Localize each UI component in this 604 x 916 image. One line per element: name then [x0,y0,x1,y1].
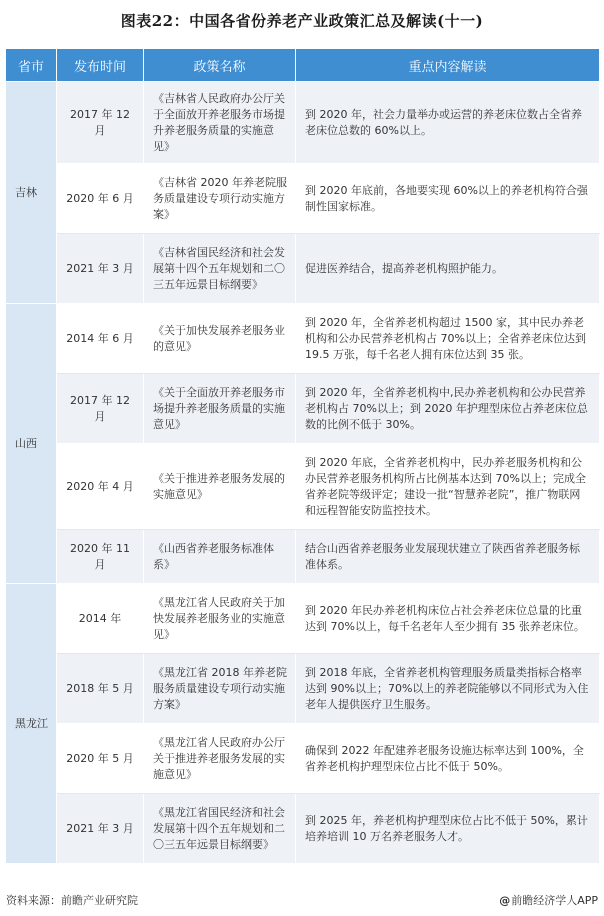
table-row [6,82,600,164]
date-cell: 2020 年 11 月 [57,530,144,584]
at-sign-icon: @ [499,894,511,907]
content-cell: 促进医养结合，提高养老机构照护能力。 [296,234,600,304]
policy-name-cell: 《吉林省 2020 年养老院服务质量建设专项行动实施方案》 [144,164,296,234]
policy-name-cell: 《黑龙江省国民经济和社会发展第十四个五年规划和二〇三五年远景目标纲要》 [144,794,296,864]
policy-table-container [5,48,599,864]
source-note: 资料来源：前瞻产业研究院 [6,894,138,907]
policy-name-cell: 《吉林省人民政府办公厅关于全面放开养老服务市场提升养老服务质量的实施意见》 [144,82,296,164]
page-title: 图表22：中国各省份养老产业政策汇总及解读(十一) [120,12,484,30]
content-cell: 结合山西省养老服务业发展现状建立了陕西省养老服务标准体系。 [296,530,600,584]
content-cell: 到 2020 年民办养老机构床位占社会养老床位总量的比重达到 70%以上，每千名老年人至少拥有 35 张养老床位。 [296,584,600,654]
header-key-content: 重点内容解读 [296,49,600,82]
date-cell: 2020 年 6 月 [57,164,144,234]
date-cell: 2014 年 [57,584,144,654]
content-cell: 确保到 2022 年配建养老服务设施达标率达到 100%，全省养老机构护理型床位占比不低于 50%。 [296,724,600,794]
date-cell: 2017 年 12 月 [57,374,144,444]
policy-table [5,48,600,864]
content-cell: 到 2020 年，社会力量举办或运营的养老床位数占全省养老床位总数的 60%以上。 [296,82,600,164]
table-row [6,654,600,724]
date-cell: 2020 年 4 月 [57,444,144,530]
content-cell: 到 2018 年底，全省养老机构管理服务质量类指标合格率达到 90%以上；70%以上的养老院能够以不同形式为入住老年人提供医疗卫生服务。 [296,654,600,724]
header-date: 发布时间 [57,49,144,82]
brand-credit [499,892,598,908]
content-cell: 到 2020 年底前，各地要实现 60%以上的养老机构符合强制性国家标准。 [296,164,600,234]
brand-label: 前瞻经济学人APP [511,894,598,907]
table-row [6,374,600,444]
content-cell: 到 2020 年，全省养老机构中,民办养老机构和公办民营养老机构占 70%以上；到 2020 年护理型床位占养老床位总数的比例不低于 30%。 [296,374,600,444]
policy-name-cell: 《关于加快发展养老服务业的意见》 [144,304,296,374]
table-row [6,530,600,584]
policy-name-cell: 《山西省养老服务标准体系》 [144,530,296,584]
policy-name-cell: 《黑龙江省人民政府办公厅关于推进养老服务发展的实施意见》 [144,724,296,794]
province-cell: 黑龙江 [6,584,57,864]
table-row [6,794,600,864]
date-cell: 2020 年 5 月 [57,724,144,794]
header-policy-name: 政策名称 [144,49,296,82]
province-cell: 吉林 [6,82,57,304]
policy-name-cell: 《黑龙江省 2018 年养老院服务质量建设专项行动实施方案》 [144,654,296,724]
table-row [6,444,600,530]
policy-name-cell: 《吉林省国民经济和社会发展第十四个五年规划和二〇三五年远景目标纲要》 [144,234,296,304]
province-cell: 山西 [6,304,57,584]
date-cell: 2021 年 3 月 [57,794,144,864]
table-row [6,234,600,304]
policy-name-cell: 《黑龙江省人民政府关于加快发展养老服务业的实施意见》 [144,584,296,654]
content-cell: 到 2025 年，养老机构护理型床位占比不低于 50%，累计培养培训 10 万名养老服务人才。 [296,794,600,864]
date-cell: 2017 年 12 月 [57,82,144,164]
table-header-row [6,49,600,82]
date-cell: 2021 年 3 月 [57,234,144,304]
table-row [6,584,600,654]
policy-name-cell: 《关于全面放开养老服务市场提升养老服务质量的实施意见》 [144,374,296,444]
content-cell: 到 2020 年，全省养老机构超过 1500 家，其中民办养老机构和公办民营养老机构占 70%以上；全省养老床位达到 19.5 万张，每千名老人拥有床位达到 35 张。 [296,304,600,374]
table-row [6,164,600,234]
table-row [6,724,600,794]
table-row [6,304,600,374]
header-province: 省市 [6,49,57,82]
content-cell: 到 2020 年底，全省养老机构中，民办养老服务机构和公办民营养老服务机构所占比例基本达到 70%以上；完成全省养老院等级评定；建设一批“智慧养老院”，推广物联网和远程智能安防监控技术。 [296,444,600,530]
policy-name-cell: 《关于推进养老服务发展的实施意见》 [144,444,296,530]
date-cell: 2018 年 5 月 [57,654,144,724]
date-cell: 2014 年 6 月 [57,304,144,374]
